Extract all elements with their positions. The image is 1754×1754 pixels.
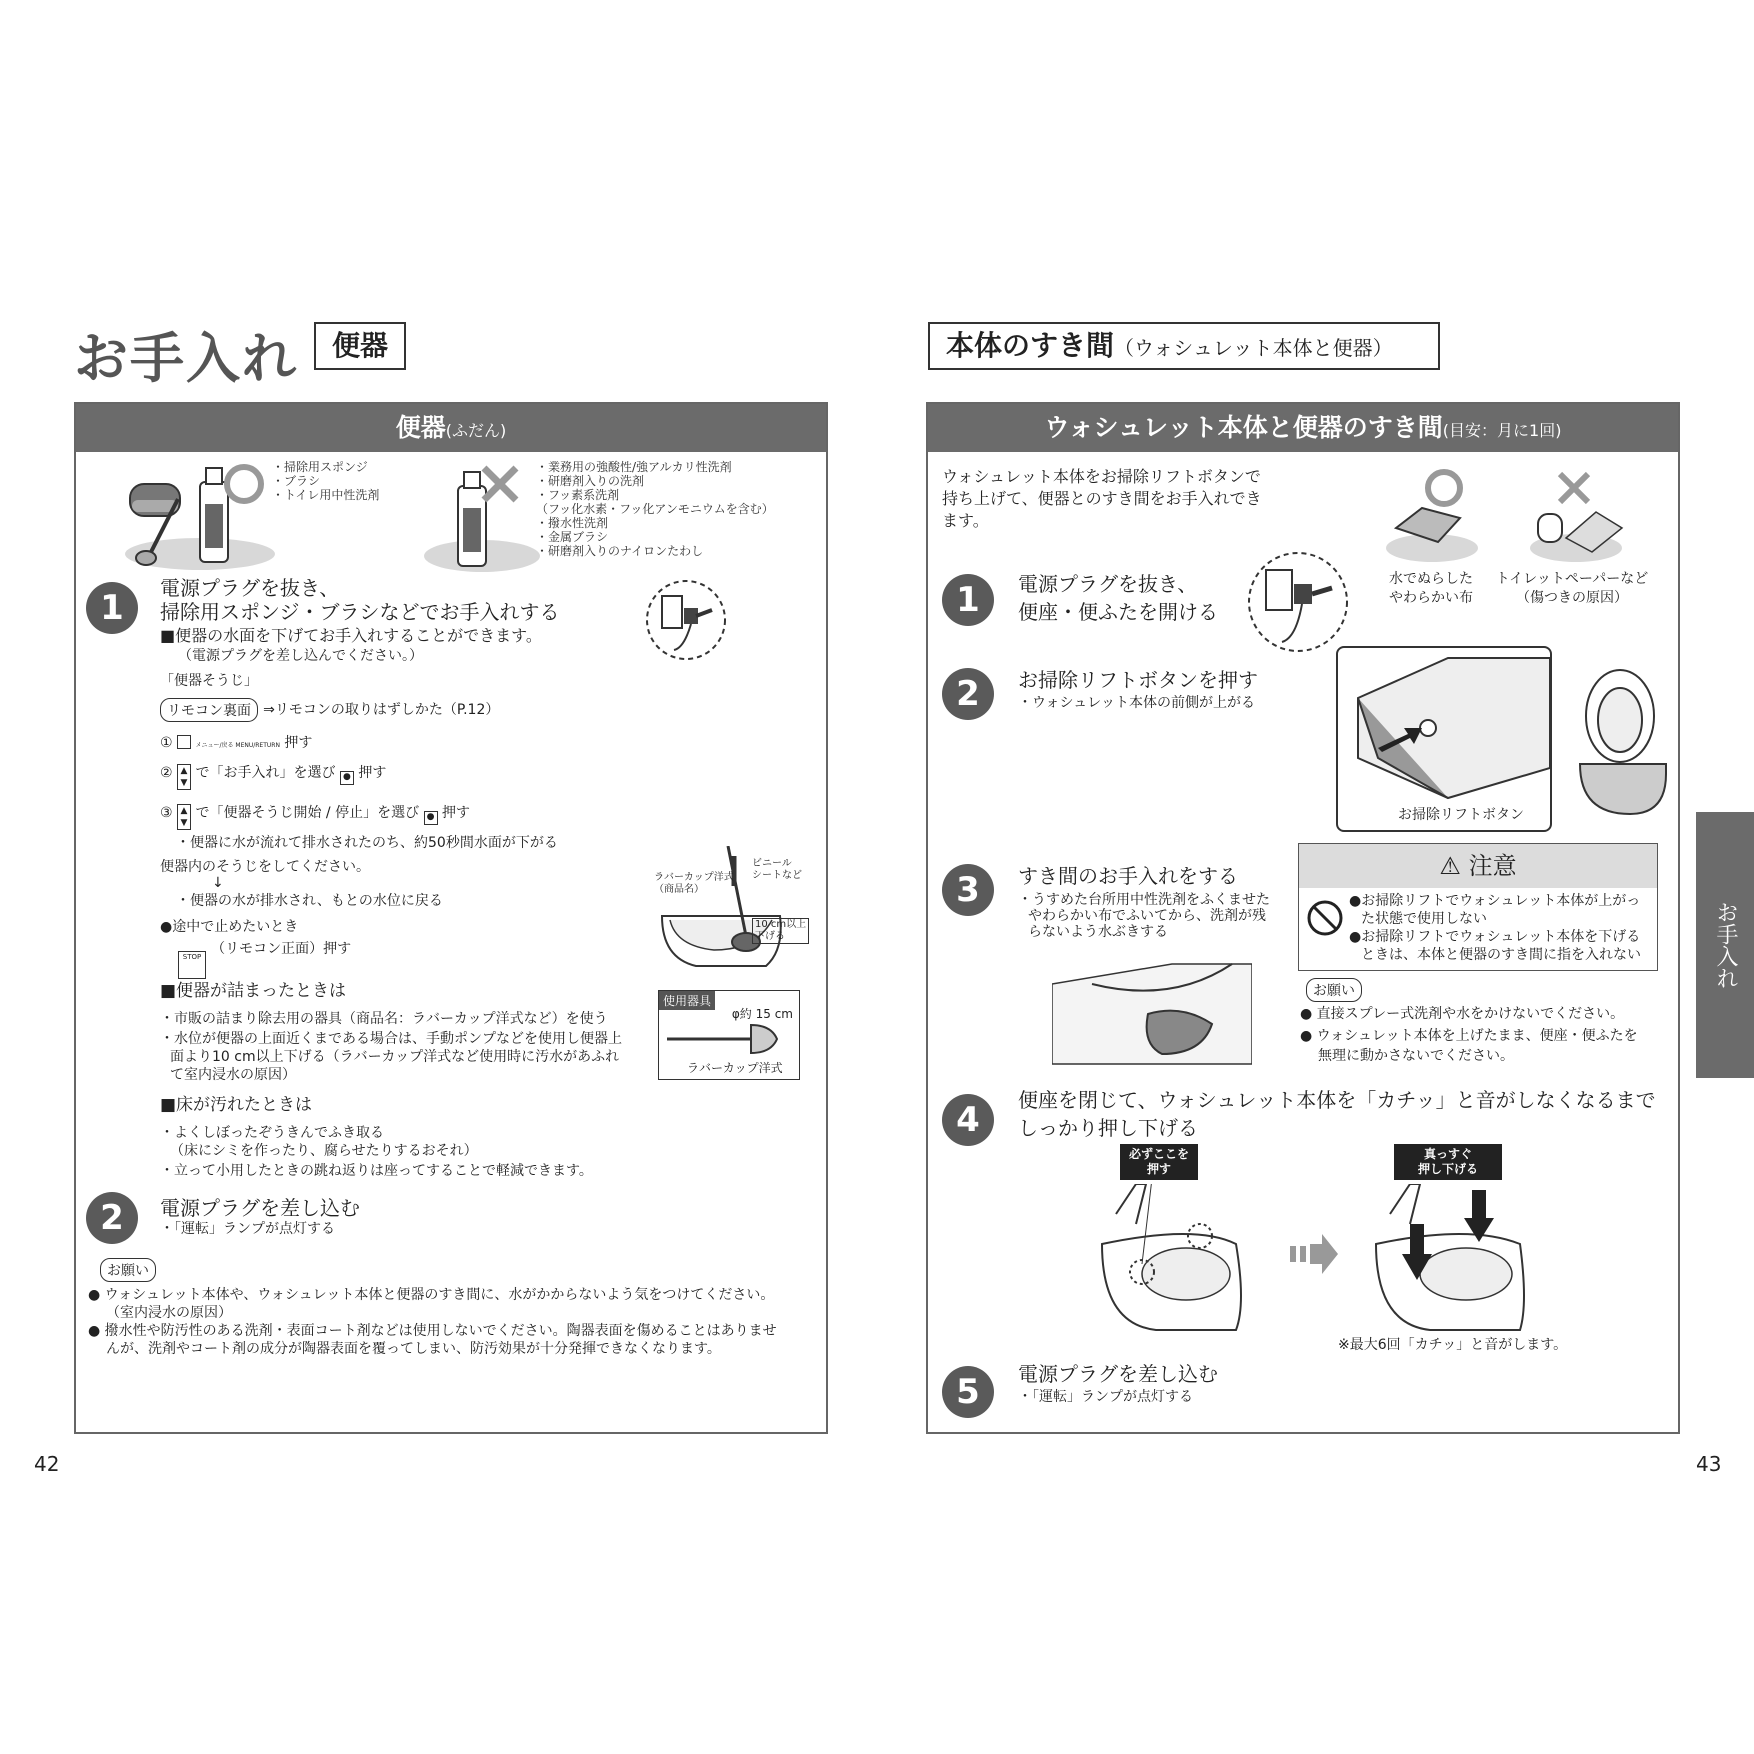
tool-size: φ約 15 cm — [731, 1007, 793, 1021]
flow-arrow: ↓ — [212, 875, 224, 891]
right-panel-title: ウォシュレット本体と便器のすき間 — [1044, 413, 1443, 442]
tool-box — [658, 990, 800, 1080]
request-text: んが、洗剤やコート剤の成分が陶器表面を覆ってしまい、防汚効果が十分発揮できなくなります。 — [106, 1341, 721, 1357]
fig-10cm-text: 10 cm以上 — [755, 919, 807, 930]
step-title: 便座・便ふたを開ける — [1018, 600, 1218, 624]
ok-label-line: 水でぬらした — [1389, 571, 1473, 587]
intro-line: ウォシュレット本体をお掃除リフトボタンで — [942, 467, 1261, 486]
flow-text: ・便器に水が流れて排水されたのち、約50秒間水面が下がる — [176, 835, 558, 851]
tool-box-label: 使用器具 — [659, 991, 715, 1010]
ng-tool-item: ・フッ素系洗剤 — [536, 488, 620, 502]
step-note-line: らないよう水ぶきする — [1028, 924, 1168, 940]
op-number: ③ — [160, 805, 173, 821]
intro-line: ます。 — [942, 511, 989, 530]
step-note-line: ・うすめた台所用中性洗剤をふくませた — [1018, 892, 1270, 908]
cleaning-label: 「便器そうじ」 — [160, 673, 258, 689]
step-note: ■便器の水面を下げてお手入れすることができます。 — [160, 626, 542, 645]
intro-line: 持ち上げて、便器とのすき間をお手入れでき — [942, 489, 1262, 508]
toilet-lift-illustration — [1338, 648, 1550, 830]
ng-tool-item: ・業務用の強酸性/強アルカリ性洗剤 — [536, 460, 732, 474]
stop-title: ●途中で止めたいとき — [160, 919, 299, 935]
caution-icon: ⚠ — [1439, 852, 1461, 880]
op-number: ② — [160, 765, 173, 781]
section-title-box: 便器 — [314, 322, 406, 370]
step-title: すき間のお手入れをする — [1018, 864, 1238, 888]
ok-label-line: やわらかい布 — [1389, 590, 1473, 606]
press-points-illustration — [1096, 1184, 1246, 1332]
ok-cloth-label — [1376, 570, 1486, 608]
flow-text: 便器内のそうじをしてください。 — [160, 859, 370, 875]
ng-tool-item: ・撥水性洗剤 — [536, 516, 609, 530]
plug-icon — [644, 578, 728, 662]
clog-text: て室内浸水の原因） — [170, 1067, 296, 1083]
press-here-tag — [1120, 1144, 1198, 1180]
cross-ng-icon — [1560, 474, 1588, 502]
request-label: お願い — [1306, 978, 1362, 1002]
request-text: ● ウォシュレット本体を上げたまま、便座・便ふたを — [1300, 1028, 1638, 1044]
left-panel-header — [76, 404, 826, 452]
prohibited-icon — [1305, 898, 1345, 938]
step-note-line: やわらかい布でふいてから、洗剤が残 — [1028, 908, 1266, 924]
tag-line: 押す — [1146, 1162, 1171, 1176]
step-number: 3 — [942, 864, 994, 916]
remote-back-label: リモコン裏面 — [160, 698, 258, 722]
ok-cloth-illustration — [1382, 468, 1482, 564]
side-tab: お手入れ — [1696, 812, 1754, 1078]
fig-rubber-label: ラバーカップ洋式 — [654, 872, 734, 883]
op-text: で「便器そうじ開始 / 停止」を選び — [195, 805, 420, 821]
enter-key-icon: ● — [340, 771, 354, 785]
op-text: で「お手入れ」を選び — [195, 765, 336, 781]
request-text: ● 撥水性や防汚性のある洗剤・表面コート剤などは使用しないでください。陶器表面を傷めることはありませ — [88, 1323, 777, 1339]
step-number: 1 — [86, 582, 138, 634]
request-label: お願い — [100, 1258, 156, 1282]
rubber-cup-icon — [667, 1021, 787, 1055]
enter-key-icon: ● — [424, 811, 438, 825]
operation-2 — [160, 764, 386, 790]
menu-key-label: メニュー/戻る MENU/RETURN — [195, 742, 280, 749]
section-title: 本体のすき間 — [946, 329, 1115, 362]
ng-label-line: トイレットペーパーなど — [1495, 571, 1649, 587]
op-number: ① — [160, 735, 173, 751]
fig-10cm-label — [752, 918, 809, 944]
op-action: 押す — [358, 765, 387, 781]
step-number: 4 — [942, 1094, 994, 1146]
intro-text — [942, 466, 1262, 532]
wipe-gap-illustration — [1052, 954, 1252, 1074]
ng-tool-item: ・研磨剤入りのナイロンたわし — [536, 544, 704, 558]
ng-paper-illustration — [1526, 468, 1626, 564]
request-text: ● ウォシュレット本体や、ウォシュレット本体と便器のすき間に、水がかからないよう気をつけてください。 — [88, 1287, 775, 1303]
right-panel-header — [928, 404, 1678, 452]
request-row — [100, 1258, 156, 1282]
tag-line: 真っすぐ — [1423, 1147, 1472, 1161]
op-action: 押す — [284, 735, 313, 751]
remote-back-row — [160, 698, 499, 722]
step-number: 1 — [942, 574, 994, 626]
step-note-sub: （電源プラグを差し込んでください。） — [178, 648, 423, 664]
step-title: お掃除リフトボタンを押す — [1018, 668, 1258, 692]
step-number: 2 — [86, 1192, 138, 1244]
op-action: 押す — [442, 805, 470, 821]
ok-tools-list — [272, 460, 379, 502]
request-row — [1306, 978, 1362, 1002]
step-note — [1018, 892, 1270, 940]
operation-3 — [160, 804, 470, 830]
page-title: お手入れ — [74, 327, 298, 390]
floor-text: ・立って小用したときの跳ね返りは座ってすることで軽減できます。 — [160, 1163, 593, 1179]
right-panel-subtitle: (目安：月に1回) — [1442, 421, 1562, 440]
stop-text: （リモコン正面）押す — [211, 941, 352, 957]
cross-ng-icon — [478, 462, 522, 506]
fig-vinyl-label: シートなど — [752, 870, 802, 881]
operation-1 — [160, 734, 312, 755]
section-title-box — [928, 322, 1440, 370]
step-note: ・「運転」ランプが点灯する — [1018, 1389, 1193, 1405]
tag-line: 必ずここを — [1128, 1147, 1189, 1161]
step-title: 電源プラグを差し込む — [160, 1196, 360, 1220]
up-down-keys-icon: ▲ ▼ — [177, 764, 191, 790]
step-note: ・「運転」ランプが点灯する — [160, 1221, 335, 1237]
press-note: ※最大6回「カチッ」と音がします。 — [1338, 1337, 1568, 1353]
request-text: ● 直接スプレー式洗剤や水をかけないでください。 — [1300, 1006, 1625, 1022]
up-down-keys-icon: ▲ ▼ — [177, 804, 191, 830]
floor-title: ■床が汚れたときは — [160, 1095, 313, 1115]
step-title: 電源プラグを抜き、 — [1018, 572, 1198, 596]
page-number: 43 — [1696, 1452, 1722, 1476]
plug-icon — [1246, 550, 1350, 654]
caution-line: た状態で使用しない — [1361, 911, 1487, 927]
ng-tool-item: ・研磨剤入りの洗剤 — [536, 474, 645, 488]
step-title: 掃除用スポンジ・ブラシなどでお手入れする — [160, 600, 560, 624]
caution-line: ●お掃除リフトでウォシュレット本体を下げる — [1349, 929, 1641, 945]
page-number: 42 — [34, 1452, 60, 1476]
flow-text: ・便器の水が排水され、もとの水位に戻る — [176, 893, 443, 909]
floor-text: （床にシミを作ったり、腐らせたりするおそれ） — [170, 1143, 478, 1159]
fig-vinyl-label: ビニール — [752, 858, 792, 869]
press-straight-tag — [1394, 1144, 1502, 1180]
clog-title: ■便器が詰まったときは — [160, 981, 347, 1001]
left-panel-subtitle: (ふだん) — [445, 421, 507, 440]
caution-header — [1299, 844, 1657, 888]
step-title: しっかり押し下げる — [1018, 1116, 1198, 1140]
caution-text — [1349, 892, 1641, 964]
clog-text: ・水位が便器の上面近くまである場合は、手動ポンプなどを使用し便器上 — [160, 1031, 622, 1047]
request-text: 無理に動かさないでください。 — [1318, 1048, 1514, 1064]
ng-tools-list — [536, 460, 774, 558]
toilet-illustration — [1570, 664, 1670, 820]
section-subtitle: （ウォシュレット本体と便器） — [1114, 336, 1393, 360]
ok-tool-item: ・ブラシ — [272, 474, 321, 488]
press-down-illustration — [1370, 1184, 1530, 1332]
ng-label-line: （傷つきの原因） — [1516, 590, 1628, 606]
step-title: 便座を閉じて、ウォシュレット本体を「カチッ」と音がしなくなるまで — [1018, 1088, 1656, 1112]
caution-title: 注意 — [1468, 852, 1517, 880]
ng-tool-item: （フッ化水素・フッ化アンモニウムを含む） — [536, 502, 774, 516]
caution-line: ときは、本体と便器のすき間に指を入れない — [1361, 947, 1641, 963]
caution-line: ●お掃除リフトでウォシュレット本体が上がっ — [1349, 893, 1641, 909]
tool-name: ラバーカップ洋式 — [687, 1061, 783, 1075]
clog-text: ・市販の詰まり除去用の器具（商品名：ラバーカップ洋式など）を使う — [160, 1011, 608, 1027]
lift-button-label: お掃除リフトボタン — [1398, 807, 1524, 823]
ok-tool-item: ・トイレ用中性洗剤 — [272, 488, 380, 502]
circle-ok-icon — [222, 462, 266, 506]
step-note: ・ウォシュレット本体の前側が上がる — [1018, 695, 1256, 711]
floor-text: ・よくしぼったぞうきんでふき取る — [160, 1125, 384, 1141]
step-title: 電源プラグを差し込む — [1018, 1362, 1218, 1386]
tag-line: 押し下げる — [1417, 1162, 1478, 1176]
left-panel-title: 便器 — [395, 413, 446, 442]
ng-paper-label — [1492, 570, 1652, 608]
ng-tool-item: ・金属ブラシ — [536, 530, 609, 544]
menu-button-icon — [177, 735, 191, 749]
step-number: 5 — [942, 1366, 994, 1418]
remote-ref: ⇒リモコンの取りはずしかた（P.12） — [263, 702, 500, 718]
circle-ok-icon — [1428, 472, 1460, 504]
fig-rubber-sub: （商品名） — [654, 884, 704, 895]
step-title: 電源プラグを抜き、 — [160, 576, 340, 600]
request-text: （室内浸水の原因） — [106, 1305, 232, 1321]
step-number: 2 — [942, 668, 994, 720]
clog-text: 面より10 cm以上下げる（ラバーカップ洋式など使用時に汚水があふれ — [170, 1049, 620, 1065]
stop-key-icon: STOP — [178, 951, 206, 979]
arrow-right-icon — [1290, 1234, 1338, 1274]
lift-button-figure — [1336, 646, 1552, 832]
ok-tool-item: ・掃除用スポンジ — [272, 460, 368, 474]
fig-10cm-text: 下げる — [755, 931, 785, 942]
stop-row — [178, 938, 351, 979]
caution-box — [1298, 843, 1658, 971]
